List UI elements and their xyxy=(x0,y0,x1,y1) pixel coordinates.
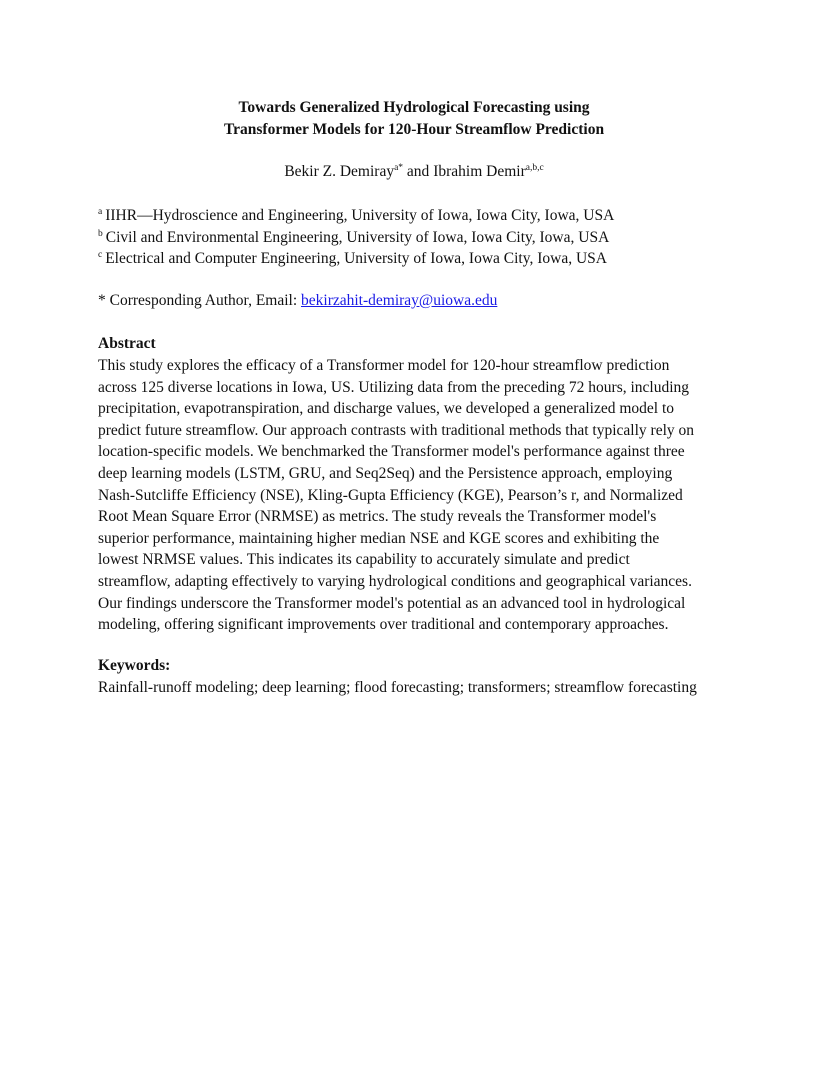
abstract-line: Our findings underscore the Transformer model's potential as an advanced tool in hydrological xyxy=(98,594,686,612)
abstract-line: deep learning models (LSTM, GRU, and Seq2Seq) and the Persistence approach, employing xyxy=(98,464,673,482)
abstract-line: Root Mean Square Error (NRMSE) as metrics. The study reveals the Transformer model's xyxy=(98,508,657,526)
corresponding-author xyxy=(98,291,758,311)
abstract-line: streamflow, adapting effectively to varying hydrological conditions and geographical variances. xyxy=(98,572,692,590)
affiliation-text: Electrical and Computer Engineering, University of Iowa, Iowa City, Iowa, USA xyxy=(105,250,607,267)
abstract-line: precipitation, evapotranspiration, and discharge values, we developed a generalized model to xyxy=(98,400,675,418)
affiliation-b xyxy=(98,227,758,249)
abstract-line: modeling, offering significant improvements over traditional and contemporary approaches. xyxy=(98,616,669,634)
author-list xyxy=(0,162,828,182)
affiliation-a xyxy=(98,205,758,227)
author-1-marks: a* xyxy=(394,163,404,173)
title-line-1: Towards Generalized Hydrological Forecasting using xyxy=(238,99,590,116)
abstract-line: lowest NRMSE values. This indicates its capability to accurately simulate and predict xyxy=(98,551,630,569)
keywords-text: Rainfall-runoff modeling; deep learning; flood forecasting; transformers; streamflow forecasting xyxy=(98,679,697,696)
abstract-body xyxy=(98,355,738,636)
abstract-heading: Abstract xyxy=(98,335,156,352)
abstract-line: superior performance, maintaining higher median NSE and KGE scores and exhibiting the xyxy=(98,529,660,547)
abstract-line: across 125 diverse locations in Iowa, US. Utilizing data from the preceding 72 hours, including xyxy=(98,378,690,396)
abstract-line: Nash-Sutcliffe Efficiency (NSE), Kling-Gupta Efficiency (KGE), Pearson’s r, and Normalized xyxy=(98,486,683,504)
author-1-name: Bekir Z. Demiray xyxy=(284,163,395,180)
affiliation-mark: c xyxy=(98,250,103,260)
author-2-name: Ibrahim Demir xyxy=(433,163,526,180)
affiliation-c xyxy=(98,248,758,270)
title-line-2: Transformer Models for 120-Hour Streamflow Prediction xyxy=(223,121,605,138)
affiliation-text: Civil and Environmental Engineering, University of Iowa, Iowa City, Iowa, USA xyxy=(105,228,610,246)
affiliation-list xyxy=(98,205,758,270)
corresponding-label: * Corresponding Author, Email: xyxy=(98,292,302,309)
affiliation-mark: a xyxy=(98,207,103,217)
email-link[interactable]: bekirzahit-demiray@uiowa.edu xyxy=(301,292,498,309)
abstract-line: predict future streamflow. Our approach contrasts with traditional methods that typically rely on xyxy=(98,421,695,439)
affiliation-text: IIHR—Hydroscience and Engineering, University of Iowa, Iowa City, Iowa, USA xyxy=(105,207,615,224)
author-2-marks: a,b,c xyxy=(525,163,544,173)
paper-title xyxy=(0,97,828,141)
author-conjunction: and xyxy=(403,163,434,180)
abstract-line: location-specific models. We benchmarked the Transformer model's performance against three xyxy=(98,443,685,461)
keywords-heading: Keywords: xyxy=(98,657,171,674)
affiliation-mark: b xyxy=(98,228,103,239)
abstract-line: This study explores the efficacy of a Transformer model for 120-hour streamflow prediction xyxy=(98,357,670,374)
